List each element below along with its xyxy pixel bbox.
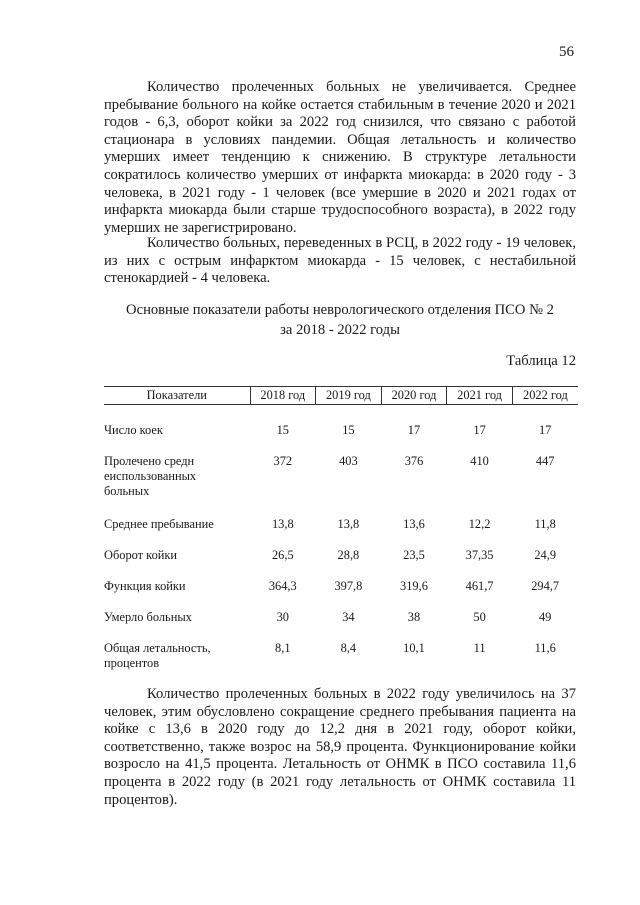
header-2021: 2021 год [447,387,513,405]
table-row [104,579,578,610]
table-row [104,517,578,548]
cell: 17 [538,423,552,437]
paragraph-treated-patients: Количество пролеченных больных не увеличивается. Среднее пребывание больного на койке остается стабильным в течение 2020 и 2021 годов - 6,3, оборот койки за 2022 год снизился, что связано с работой стационара в условиях пандемии. Общая летальность и количество умерших имеет тенденцию к снижению. В структуре летальности сократилось количество умерших от инфаркта миокарда: в 2020 году - 3 человека, в 2021 году - 1 человек (все умершие в 2020 и 2021 годах от инфаркта миокарда были старше трудоспособного возраста), в 2022 году умерших не зарегистрировано. [104,79,576,236]
table-header-row [104,387,578,405]
cell: 12,2 [468,517,491,531]
cell: 410 [470,454,489,468]
table-title-line2: за 2018 - 2022 годы [280,322,400,338]
row-label: Пролечено средн​еиспользованных больных [104,454,197,498]
table-row [104,423,578,454]
header-2022: 2022 год [512,387,578,405]
table-row [104,454,578,517]
cell: 8,1 [275,641,291,655]
header-2018: 2018 год [250,387,316,405]
header-2019: 2019 год [316,387,382,405]
cell: 50 [473,610,486,624]
table-title-line1: Основные показатели работы неврологического отделения ПСО № 2 [126,302,554,318]
cell: 13,8 [271,517,294,531]
row-label: Среднее пребывание [104,517,214,531]
cell: 17 [407,423,421,437]
row-label: Общая летальность, процентов [104,641,211,670]
table-title [104,300,576,340]
table-row [104,548,578,579]
cell: 13,6 [403,517,425,531]
cell: 26,5 [271,548,294,562]
cell: 37,35 [465,548,494,562]
cell: 376 [404,454,424,468]
cell: 30 [276,610,289,624]
row-label: Умерло больных [104,610,192,624]
table-label: Таблица 12 [506,353,576,369]
page-number: 56 [559,44,574,60]
paragraph-2022-analysis: Количество пролеченных больных в 2022 году увеличилось на 37 человек, этим обусловлено сокращение среднего пребывания пациента на койке с 13,6 в 2020 году до 12,2 дня в 2021 году, оборот койки, соответственно, также возрос на 58,9 процента. Функционирование койки возросло на 41,5 процента. Летальность от ОНМК в ПСО составила 11,6 процента в 2022 году (в 2021 году летальность от ОНМК составила 11 процентов). [104,686,576,808]
cell: 11 [473,641,486,655]
row-label: Оборот койки [104,548,178,562]
cell: 11,6 [534,641,556,655]
cell: 15 [342,423,355,437]
cell: 38 [407,610,421,624]
cell: 403 [339,454,358,468]
header-2020: 2020 год [381,387,447,405]
row-label: Число коек [104,423,163,437]
cell: 13,8 [337,517,360,531]
cell: 372 [273,454,293,468]
cell: 28,8 [337,548,360,562]
cell: 24,9 [534,548,557,562]
table-row [104,641,578,677]
cell: 8,4 [340,641,357,655]
table-row [104,610,578,641]
cell: 15 [276,423,289,437]
cell: 294,7 [531,579,560,593]
cell: 461,7 [465,579,494,593]
cell: 319,6 [400,579,428,593]
cell: 447 [535,454,555,468]
header-indicator: Показатели [104,387,250,405]
row-label: Функция койки [104,579,186,593]
cell: 364,3 [268,579,297,593]
cell: 49 [538,610,552,624]
cell: 34 [342,610,355,624]
cell: 17 [473,423,486,437]
cell: 397,8 [334,579,363,593]
cell: 10,1 [403,641,425,655]
cell: 23,5 [403,548,425,562]
paragraph-transfers: Количество больных, переведенных в РСЦ, в 2022 году - 19 человек, из них с острым инфарктом миокарда - 15 человек, с нестабильной стенокардией - 4 человека. [104,235,576,287]
cell: 11,8 [534,517,556,531]
indicators-table [104,386,578,677]
